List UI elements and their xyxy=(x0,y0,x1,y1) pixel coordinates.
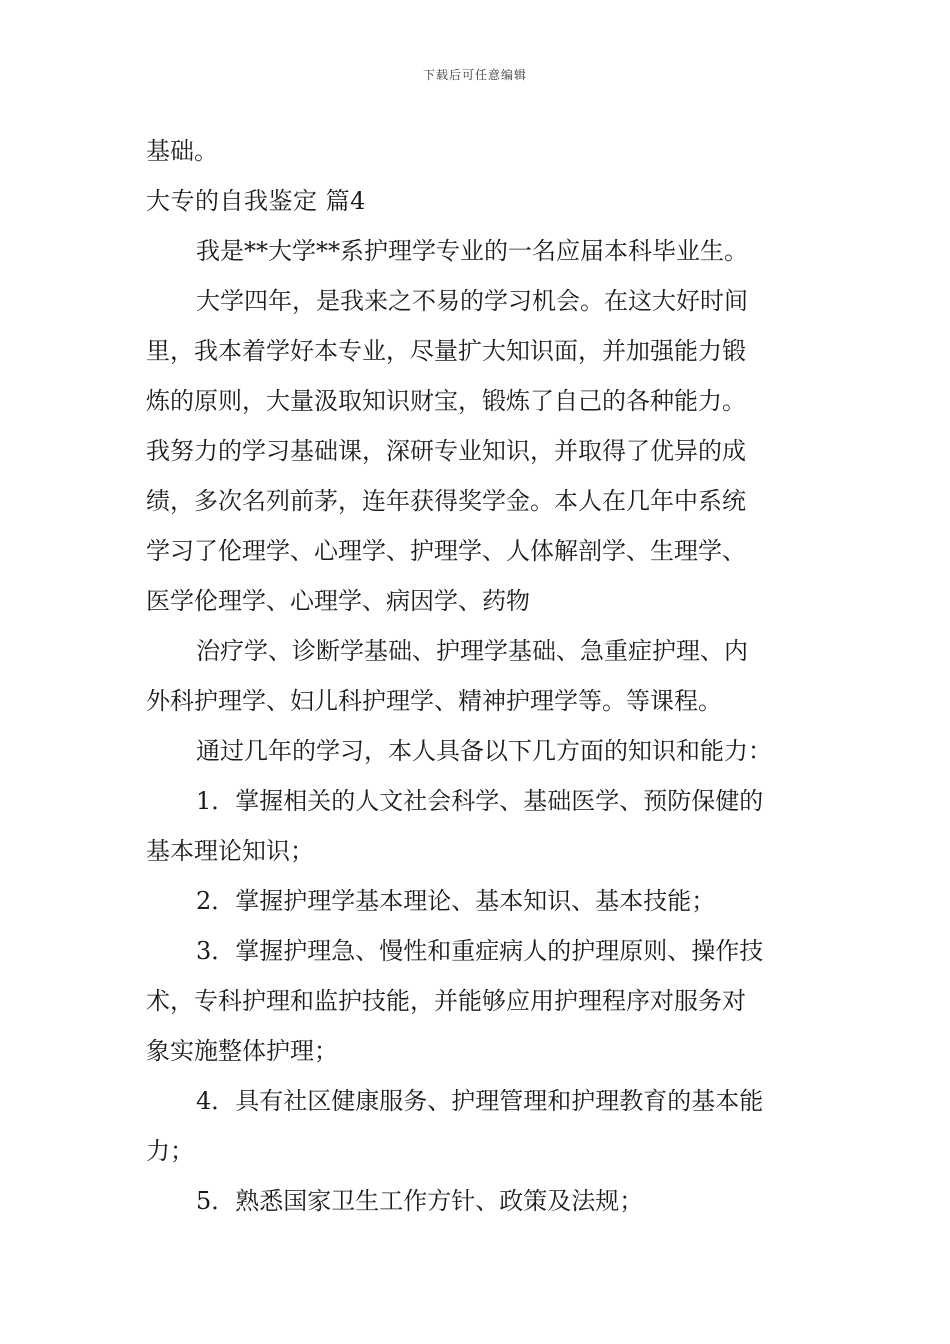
list-item-4: 4．具有社区健康服务、护理管理和护理教育的基本能 xyxy=(196,1087,764,1115)
paragraph-line: 大学四年，是我来之不易的学习机会。在这大好时间 xyxy=(196,287,748,315)
paragraph-line: 绩，多次名列前茅，连年获得奖学金。本人在几年中系统 xyxy=(146,487,746,515)
document-body xyxy=(146,126,816,1226)
section-heading: 大专的自我鉴定 篇4 xyxy=(146,187,366,215)
list-item-3-continued: 象实施整体护理； xyxy=(146,1037,338,1065)
list-item-1-continued: 基本理论知识； xyxy=(146,837,314,865)
list-item-4-continued: 力； xyxy=(146,1137,194,1165)
paragraph-line: 我努力的学习基础课，深研专业知识，并取得了优异的成 xyxy=(146,437,746,465)
list-item-3-continued: 术，专科护理和监护技能，并能够应用护理程序对服务对 xyxy=(146,987,746,1015)
paragraph-line: 外科护理学、妇儿科护理学、精神护理学等。等课程。 xyxy=(146,687,722,715)
list-item-1: 1．掌握相关的人文社会科学、基础医学、预防保健的 xyxy=(196,787,764,815)
paragraph-line: 炼的原则，大量汲取知识财宝，锻炼了自己的各种能力。 xyxy=(146,387,746,415)
list-item-2: 2．掌握护理学基本理论、基本知识、基本技能； xyxy=(196,887,716,915)
paragraph-line: 基础。 xyxy=(146,137,218,165)
paragraph-line: 学习了伦理学、心理学、护理学、人体解剖学、生理学、 xyxy=(146,537,746,565)
page-header-note: 下载后可任意编辑 xyxy=(422,68,527,82)
paragraph-line: 医学伦理学、心理学、病因学、药物 xyxy=(146,587,530,615)
list-item-5: 5．熟悉国家卫生工作方针、政策及法规； xyxy=(196,1187,644,1215)
list-item-3: 3．掌握护理急、慢性和重症病人的护理原则、操作技 xyxy=(196,937,764,965)
paragraph-line: 我是**大学**系护理学专业的一名应届本科毕业生。 xyxy=(196,237,748,265)
paragraph-line: 通过几年的学习，本人具备以下几方面的知识和能力： xyxy=(196,737,772,765)
paragraph-line: 里，我本着学好本专业，尽量扩大知识面，并加强能力锻 xyxy=(146,337,746,365)
paragraph-line: 治疗学、诊断学基础、护理学基础、急重症护理、内 xyxy=(196,637,748,665)
